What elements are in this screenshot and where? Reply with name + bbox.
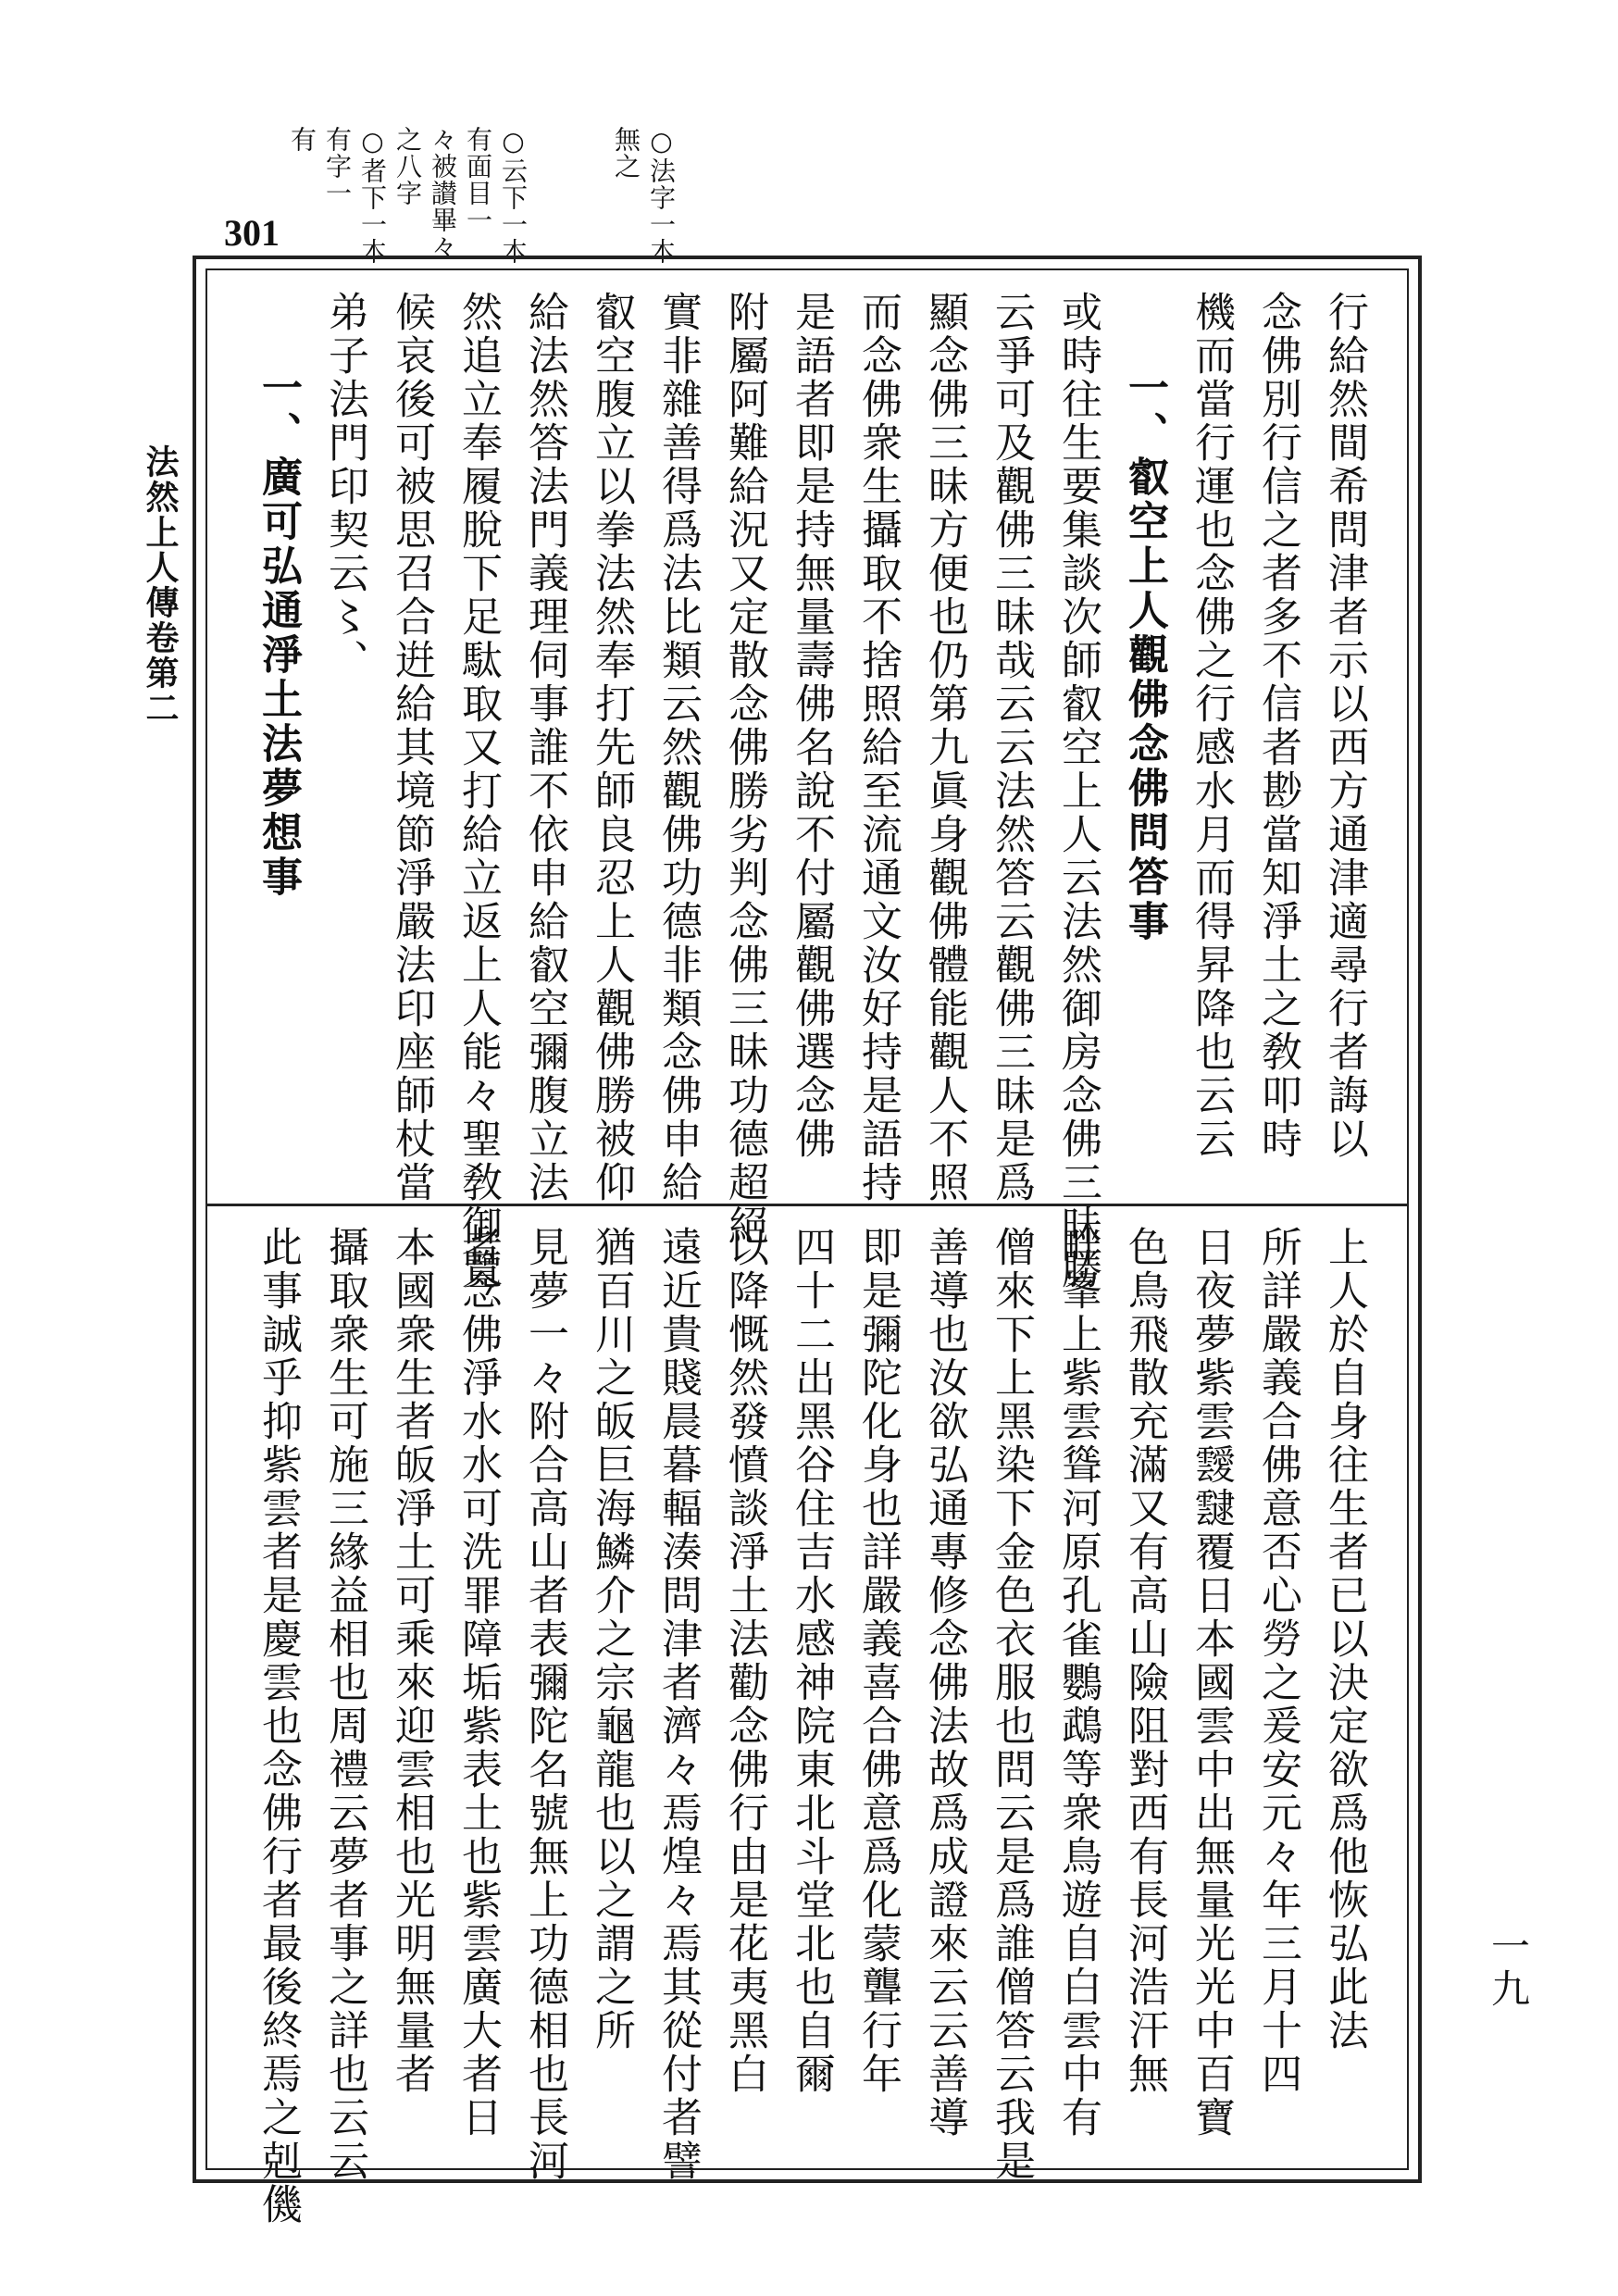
text-column: 是語者即是持無量壽佛名說不付屬觀佛選念佛 <box>788 291 835 1161</box>
text-column: 四十二出黑谷住吉水感神院東北斗堂北也自爾 <box>788 1226 835 2096</box>
top-note: ○者下一本 <box>357 126 388 265</box>
text-column: 者念佛淨水水可洗罪障垢紫表土也紫雲廣大者日 <box>454 1226 502 2140</box>
text-column: 念佛別行信之者多不信者尠當知淨土之敎叩時 <box>1254 291 1301 1161</box>
section-divider <box>205 1204 1409 1206</box>
text-column: 顯念佛三昧方便也仍第九眞身觀佛體能觀人不照 <box>921 291 968 1204</box>
text-column: 上人於自身往生者已以決定欲爲他恢弘此法 <box>1321 1226 1368 2053</box>
text-column: 僧來下上黑染下金色衣服也問云是爲誰僧答云我是 <box>988 1226 1035 2183</box>
text-column: 給法然答法門義理伺事誰不依申給叡空彌腹立法 <box>521 291 568 1204</box>
text-column: 然追立奉履脫下足駄取又打給立返上人能々聖敎御覽 <box>454 291 502 1292</box>
text-column: 候哀後可被思召合逬給其境節淨嚴法印座師杖當 <box>388 291 435 1204</box>
text-column: 即是彌陀化身也詳嚴義喜合佛意爲化蒙聾行年 <box>854 1226 902 2096</box>
top-note: 々被讃畢々 <box>428 126 458 260</box>
top-note: 有字一 <box>322 126 353 206</box>
text-column: 善導也汝欲弘通專修念佛法故爲成證來云云善導 <box>921 1226 968 2140</box>
text-column: 叡空腹立以拳法然奉打先師良忍上人觀佛勝被仰 <box>588 291 635 1204</box>
text-column: 附屬阿難給況又定散念佛勝劣判念佛三昧功德超絕 <box>721 291 768 1248</box>
top-note: 有面目一 <box>463 126 493 233</box>
text-column: 遠近貴賤晨暮輻湊問津者濟々焉煌々焉其從付者譬 <box>654 1226 702 2183</box>
top-note: ○云下一本 <box>498 126 529 265</box>
section-heading: 一、廣可弘通淨土法夢想事 <box>255 367 302 900</box>
text-column: 此事誠乎抑紫雲者是慶雲也念佛行者最後終焉之剋僟 <box>255 1226 302 2227</box>
text-column: 色鳥飛散充滿又有高山險阻對西有長河浩汗無 <box>1121 1226 1168 2096</box>
text-column: 攝取衆生可施三緣益相也周禮云夢者事之詳也云云 <box>321 1226 368 2183</box>
text-column: 云爭可及觀佛三昧哉云云法然答云觀佛三昧是爲 <box>988 291 1035 1204</box>
text-column: 機而當行運也念佛之行感水月而得昇降也云云 <box>1188 291 1235 1161</box>
top-note: 之八字 <box>392 126 423 206</box>
text-column: 行給然間希問津者示以西方通津適尋行者誨以 <box>1321 291 1368 1161</box>
text-column: 日夜夢紫雲靉靆覆日本國雲中出無量光光中百寶 <box>1188 1226 1235 2140</box>
section-heading: 一、叡空上人觀佛念佛問答事 <box>1121 367 1168 944</box>
text-column: 而念佛衆生攝取不捨照給至流通文汝好持是語持 <box>854 291 902 1204</box>
text-column: 或時往生要集談次師叡空上人云法然御房念佛三昧勝 <box>1054 291 1101 1292</box>
text-column: 猶百川之皈巨海鱗介之宗龜龍也以之謂之所 <box>588 1226 635 2053</box>
folio-number: 一九 <box>1486 1926 1531 2011</box>
text-column: 畔峯上紫雲聳河原孔雀鸚鵡等衆鳥遊自白雲中有 <box>1054 1226 1101 2140</box>
text-column: 見夢一々附合高山者表彌陀名號無上功德相也長河 <box>521 1226 568 2183</box>
text-column: 弟子法門印契云〻、 <box>321 291 368 682</box>
running-title: 法然上人傳卷第二 <box>141 444 180 726</box>
text-column: 本國衆生者皈淨土可乘來迎雲相也光明無量者 <box>388 1226 435 2096</box>
top-note: 有 <box>287 126 317 153</box>
page-number: 301 <box>224 212 280 254</box>
text-column: 以降慨然發憤談淨土法勸念佛行由是花夷黑白 <box>721 1226 768 2096</box>
top-note: ○法字一本 <box>646 126 677 265</box>
text-column: 實非雜善得爲法比類云然觀佛功德非類念佛申給 <box>654 291 702 1204</box>
top-note: 無之 <box>611 126 641 180</box>
text-column: 所詳嚴義合佛意否心勞之爰安元々年三月十四 <box>1254 1226 1301 2096</box>
